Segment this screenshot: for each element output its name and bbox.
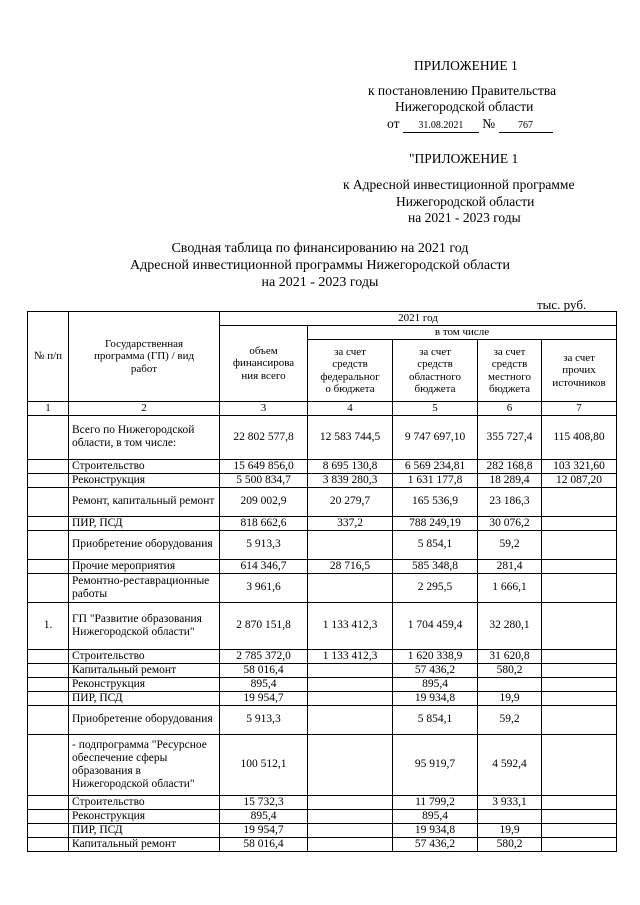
row-other: [542, 516, 617, 530]
row-total: 5 500 834,7: [220, 473, 308, 487]
row-number: [28, 473, 69, 487]
col-header-num: № п/п: [28, 312, 69, 402]
row-number: [28, 795, 69, 809]
table-row: [28, 473, 617, 487]
row-other: [542, 809, 617, 823]
row-total: 209 002,9: [220, 487, 308, 516]
row-total: 614 346,7: [220, 559, 308, 573]
program-line-2: Нижегородской области: [396, 194, 535, 209]
col-index: 6: [478, 402, 542, 416]
row-local: 282 168,8: [478, 459, 542, 473]
row-federal: [308, 823, 393, 837]
col-header-local-text: за счет средств местного бюджета: [488, 345, 531, 395]
row-number: [28, 705, 69, 734]
row-total: 15 649 856,0: [220, 459, 308, 473]
table-row: [28, 516, 617, 530]
row-local: 1 666,1: [478, 573, 542, 602]
table-row: [28, 573, 617, 602]
row-name: Ремонт, капитальный ремонт: [69, 487, 220, 516]
table-title: [0, 240, 640, 291]
row-local: 23 186,3: [478, 487, 542, 516]
row-local: 59,2: [478, 705, 542, 734]
row-regional: 5 854,1: [393, 705, 478, 734]
row-name: ПИР, ПСД: [69, 823, 220, 837]
col-header-federal-text: за счет средств федеральног о бюджета: [320, 345, 380, 395]
row-total: 895,4: [220, 677, 308, 691]
row-name: Капитальный ремонт: [69, 663, 220, 677]
row-total: 22 802 577,8: [220, 415, 308, 459]
col-header-program-text: Государственная программа (ГП) / вид работ: [93, 337, 195, 375]
row-local: [478, 809, 542, 823]
row-local: 30 076,2: [478, 516, 542, 530]
row-local: 32 280,1: [478, 602, 542, 649]
program-line-1: к Адресной инвестиционной программе: [343, 177, 575, 192]
col-index: 5: [393, 402, 478, 416]
row-total: 3 961,6: [220, 573, 308, 602]
row-other: [542, 559, 617, 573]
row-federal: 1 133 412,3: [308, 649, 393, 663]
date-value: 31.08.2021: [403, 120, 479, 133]
row-total: 2 785 372,0: [220, 649, 308, 663]
row-local: 355 727,4: [478, 415, 542, 459]
col-header-other: [542, 340, 617, 402]
row-local: 4 592,4: [478, 734, 542, 795]
row-federal: [308, 677, 393, 691]
row-total: 5 913,3: [220, 705, 308, 734]
row-number: [28, 809, 69, 823]
row-name: Строительство: [69, 649, 220, 663]
financing-table: [27, 311, 617, 852]
resolution-line-1: к постановлению Правительства: [368, 83, 557, 98]
col-header-regional: [393, 340, 478, 402]
row-regional: 2 295,5: [393, 573, 478, 602]
table-row: [28, 459, 617, 473]
row-federal: [308, 809, 393, 823]
col-header-federal: [308, 340, 393, 402]
row-federal: [308, 663, 393, 677]
row-other: [542, 602, 617, 649]
row-number: [28, 573, 69, 602]
table-row: [28, 530, 617, 559]
col-index: 1: [28, 402, 69, 416]
row-total: 895,4: [220, 809, 308, 823]
row-name: Ремонтно-реставрационные работы: [69, 573, 220, 602]
row-name: Приобретение оборудования: [69, 705, 220, 734]
row-other: [542, 663, 617, 677]
col-header-local: [478, 340, 542, 402]
table-title-line-1: Сводная таблица по финансированию на 2021 год: [171, 241, 469, 256]
row-local: 59,2: [478, 530, 542, 559]
row-local: 281,4: [478, 559, 542, 573]
table-row: [28, 734, 617, 795]
row-total: 818 662,6: [220, 516, 308, 530]
row-regional: 788 249,19: [393, 516, 478, 530]
row-name: Капитальный ремонт: [69, 837, 220, 851]
row-other: [542, 487, 617, 516]
row-federal: 12 583 744,5: [308, 415, 393, 459]
row-number: 1.: [28, 602, 69, 649]
row-local: [478, 677, 542, 691]
row-number: [28, 487, 69, 516]
row-federal: [308, 705, 393, 734]
row-number: [28, 516, 69, 530]
col-header-other-text: за счет прочих источников: [552, 351, 606, 389]
col-index: 4: [308, 402, 393, 416]
row-name: Всего по Нижегородской области, в том числе:: [69, 415, 220, 459]
resolution-date-line: [387, 116, 553, 133]
col-index: 2: [69, 402, 220, 416]
row-number: [28, 677, 69, 691]
row-local: 580,2: [478, 663, 542, 677]
row-local: 31 620,8: [478, 649, 542, 663]
table-row: [28, 795, 617, 809]
table-row: [28, 837, 617, 851]
row-regional: 19 934,8: [393, 691, 478, 705]
row-local: 18 289,4: [478, 473, 542, 487]
row-other: [542, 649, 617, 663]
row-other: [542, 837, 617, 851]
row-number: [28, 734, 69, 795]
row-regional: 1 620 338,9: [393, 649, 478, 663]
row-name: Приобретение оборудования: [69, 530, 220, 559]
row-other: 115 408,80: [542, 415, 617, 459]
row-total: 19 954,7: [220, 691, 308, 705]
col-index: 3: [220, 402, 308, 416]
table-row: [28, 649, 617, 663]
row-local: 3 933,1: [478, 795, 542, 809]
row-name: ПИР, ПСД: [69, 691, 220, 705]
appendix-2-title: "ПРИЛОЖЕНИЕ 1: [409, 151, 519, 166]
table-row: [28, 415, 617, 459]
row-federal: [308, 837, 393, 851]
row-federal: 20 279,7: [308, 487, 393, 516]
row-name: ПИР, ПСД: [69, 516, 220, 530]
row-number: [28, 691, 69, 705]
table-body: [28, 415, 617, 851]
table-row: [28, 809, 617, 823]
number-value: 767: [499, 120, 553, 133]
row-other: 12 087,20: [542, 473, 617, 487]
row-other: [542, 734, 617, 795]
row-regional: 165 536,9: [393, 487, 478, 516]
row-local: 19,9: [478, 823, 542, 837]
row-number: [28, 415, 69, 459]
row-number: [28, 663, 69, 677]
row-number: [28, 530, 69, 559]
row-total: 2 870 151,8: [220, 602, 308, 649]
table-title-line-3: на 2021 - 2023 годы: [261, 275, 379, 290]
row-total: 19 954,7: [220, 823, 308, 837]
col-header-including: в том числе: [308, 326, 617, 340]
row-other: [542, 795, 617, 809]
table-row: [28, 677, 617, 691]
row-total: 15 732,3: [220, 795, 308, 809]
table-row: [28, 487, 617, 516]
row-number: [28, 459, 69, 473]
row-number: [28, 649, 69, 663]
row-federal: [308, 795, 393, 809]
row-federal: 1 133 412,3: [308, 602, 393, 649]
row-regional: 6 569 234,81: [393, 459, 478, 473]
row-local: 19,9: [478, 691, 542, 705]
row-regional: 57 436,2: [393, 663, 478, 677]
row-total: 5 913,3: [220, 530, 308, 559]
date-prefix: от: [387, 116, 400, 131]
program-line-3: на 2021 - 2023 годы: [408, 210, 521, 225]
row-federal: [308, 530, 393, 559]
table-title-line-2: Адресной инвестиционной программы Нижегородской области: [130, 258, 510, 273]
row-regional: 95 919,7: [393, 734, 478, 795]
row-regional: 5 854,1: [393, 530, 478, 559]
row-federal: [308, 734, 393, 795]
row-name: Прочие мероприятия: [69, 559, 220, 573]
row-regional: 9 747 697,10: [393, 415, 478, 459]
row-regional: 57 436,2: [393, 837, 478, 851]
col-header-total-text: объем финансирова ния всего: [232, 344, 295, 382]
row-regional: 585 348,8: [393, 559, 478, 573]
resolution-line-2: Нижегородской области: [395, 99, 534, 114]
row-other: [542, 691, 617, 705]
row-federal: 28 716,5: [308, 559, 393, 573]
table-row: [28, 663, 617, 677]
row-other: [542, 823, 617, 837]
table-row: [28, 559, 617, 573]
row-regional: 19 934,8: [393, 823, 478, 837]
col-index: 7: [542, 402, 617, 416]
col-header-program: [69, 312, 220, 402]
row-name: Строительство: [69, 795, 220, 809]
row-federal: 8 695 130,8: [308, 459, 393, 473]
appendix-title: ПРИЛОЖЕНИЕ 1: [414, 58, 518, 73]
row-federal: 337,2: [308, 516, 393, 530]
row-local: 580,2: [478, 837, 542, 851]
row-name: Реконструкция: [69, 677, 220, 691]
units-label: тыс. руб.: [537, 297, 587, 312]
row-other: [542, 573, 617, 602]
table-row: [28, 823, 617, 837]
row-federal: [308, 691, 393, 705]
row-other: [542, 530, 617, 559]
row-other: [542, 677, 617, 691]
row-regional: 895,4: [393, 677, 478, 691]
row-federal: 3 839 280,3: [308, 473, 393, 487]
table-row: [28, 691, 617, 705]
row-regional: 11 799,2: [393, 795, 478, 809]
row-regional: 1 704 459,4: [393, 602, 478, 649]
row-total: 100 512,1: [220, 734, 308, 795]
number-sign: №: [482, 116, 496, 131]
row-number: [28, 559, 69, 573]
row-number: [28, 823, 69, 837]
row-regional: 1 631 177,8: [393, 473, 478, 487]
row-name: Строительство: [69, 459, 220, 473]
row-name: Реконструкция: [69, 809, 220, 823]
row-name: Реконструкция: [69, 473, 220, 487]
row-federal: [308, 573, 393, 602]
row-name: ГП "Развитие образования Нижегородской области": [69, 602, 220, 649]
col-header-total: [220, 326, 308, 402]
row-other: 103 321,60: [542, 459, 617, 473]
table-row: [28, 705, 617, 734]
row-other: [542, 705, 617, 734]
col-header-year: 2021 год: [220, 312, 617, 326]
row-total: 58 016,4: [220, 837, 308, 851]
row-number: [28, 837, 69, 851]
table-row: [28, 602, 617, 649]
row-regional: 895,4: [393, 809, 478, 823]
row-total: 58 016,4: [220, 663, 308, 677]
row-name: - подпрограмма "Ресурсное обеспечение сферы образования в Нижегородской области": [69, 734, 220, 795]
col-header-regional-text: за счет средств областного бюджета: [408, 345, 461, 395]
